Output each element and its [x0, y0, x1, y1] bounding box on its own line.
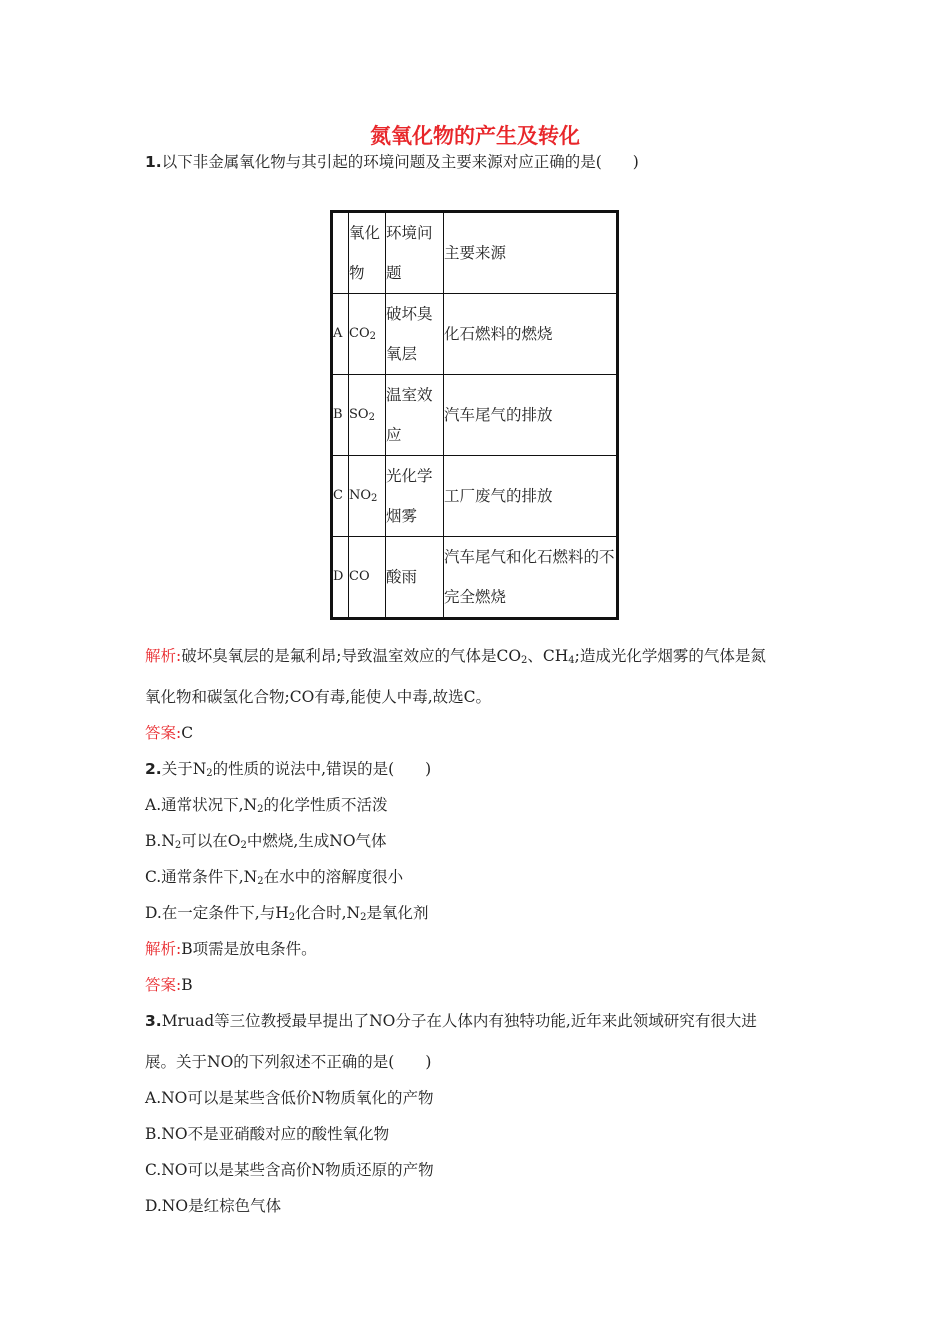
question-1-text: 以下非金属氧化物与其引起的环境问题及主要来源对应正确的是( ) — [161, 153, 639, 171]
row-source: 汽车尾气的排放 — [444, 375, 618, 456]
question-2-number: 2. — [145, 760, 162, 778]
row-label: B — [332, 375, 349, 456]
question-3-option-a: A.NO可以是某些含低价N物质氧化的产物 — [145, 1089, 434, 1107]
row-label: A — [332, 294, 349, 375]
row-issue: 光化学烟雾 — [386, 456, 444, 537]
row-label: C — [332, 456, 349, 537]
page-title: 氮氧化物的产生及转化 — [370, 123, 580, 148]
row-source: 汽车尾气和化石燃料的不完全燃烧 — [444, 537, 618, 619]
question-3-option-b: B.NO不是亚硝酸对应的酸性氧化物 — [145, 1125, 390, 1143]
row-label: D — [332, 537, 349, 619]
row-oxide: CO — [349, 537, 386, 619]
table-row — [332, 375, 618, 456]
row-issue: 酸雨 — [386, 537, 444, 619]
question-2-option-a: A.通常状况下$,N_2$的化学性质不活泼 — [145, 796, 388, 815]
table-row — [332, 294, 618, 375]
row-oxide: $NO_2$ — [349, 456, 386, 537]
table-header-row — [332, 212, 618, 294]
question-2-option-d: D.在一定条件下,与$H_2$化合时$,N_2$是氧化剂 — [145, 904, 429, 923]
question-1-answer: 答案:C — [145, 724, 194, 742]
row-issue: 温室效应 — [386, 375, 444, 456]
table-header-oxide: 氧化物 — [349, 212, 386, 294]
question-3-stem: 3.Mruad等三位教授最早提出了NO分子在人体内有独特功能,近年来此领域研究有很大进 — [145, 1012, 757, 1030]
answer-label: 答案: — [145, 976, 182, 994]
row-issue: 破坏臭氧层 — [386, 294, 444, 375]
question-3-number: 3. — [145, 1012, 162, 1030]
table-header-source: 主要来源 — [444, 212, 618, 294]
question-2-answer: 答案:B — [145, 976, 193, 994]
question-1-analysis-line2: 氧化物和碳氢化合物;CO有毒,能使人中毒,故选C。 — [145, 688, 492, 706]
analysis-label: 解析: — [145, 647, 182, 665]
question-1-analysis: 解析:破坏臭氧层的是氟利昂;导致温室效应的气体是$CO_2$、$CH_4$;造成光化学烟雾的气体是氮 — [145, 647, 766, 666]
question-3-option-c: C.NO可以是某些含高价N物质还原的产物 — [145, 1161, 434, 1179]
question-2-option-c: C.通常条件下$,N_2$在水中的溶解度很小 — [145, 868, 404, 887]
row-oxide: $SO_2$ — [349, 375, 386, 456]
question-2-analysis: 解析:B项需是放电条件。 — [145, 940, 317, 958]
question-1-number: 1. — [145, 153, 162, 171]
analysis-label: 解析: — [145, 940, 182, 958]
table-header-label-cell — [332, 212, 349, 294]
table-row — [332, 537, 618, 619]
table-header-issue: 环境问题 — [386, 212, 444, 294]
question-3-stem-line2: 展。关于NO的下列叙述不正确的是( ) — [145, 1053, 432, 1071]
answer-label: 答案: — [145, 724, 182, 742]
row-source: 化石燃料的燃烧 — [444, 294, 618, 375]
question-2-stem: 2.关于$N_2$的性质的说法中,错误的是( ) — [145, 760, 432, 779]
question-1-table — [330, 210, 619, 620]
question-2-option-b: $B.N_2$可以在$O_2$中燃烧,生成NO气体 — [145, 832, 387, 851]
table-row — [332, 456, 618, 537]
row-source: 工厂废气的排放 — [444, 456, 618, 537]
question-3-option-d: D.NO是红棕色气体 — [145, 1197, 282, 1215]
row-oxide: $CO_2$ — [349, 294, 386, 375]
question-1-stem — [145, 152, 639, 172]
